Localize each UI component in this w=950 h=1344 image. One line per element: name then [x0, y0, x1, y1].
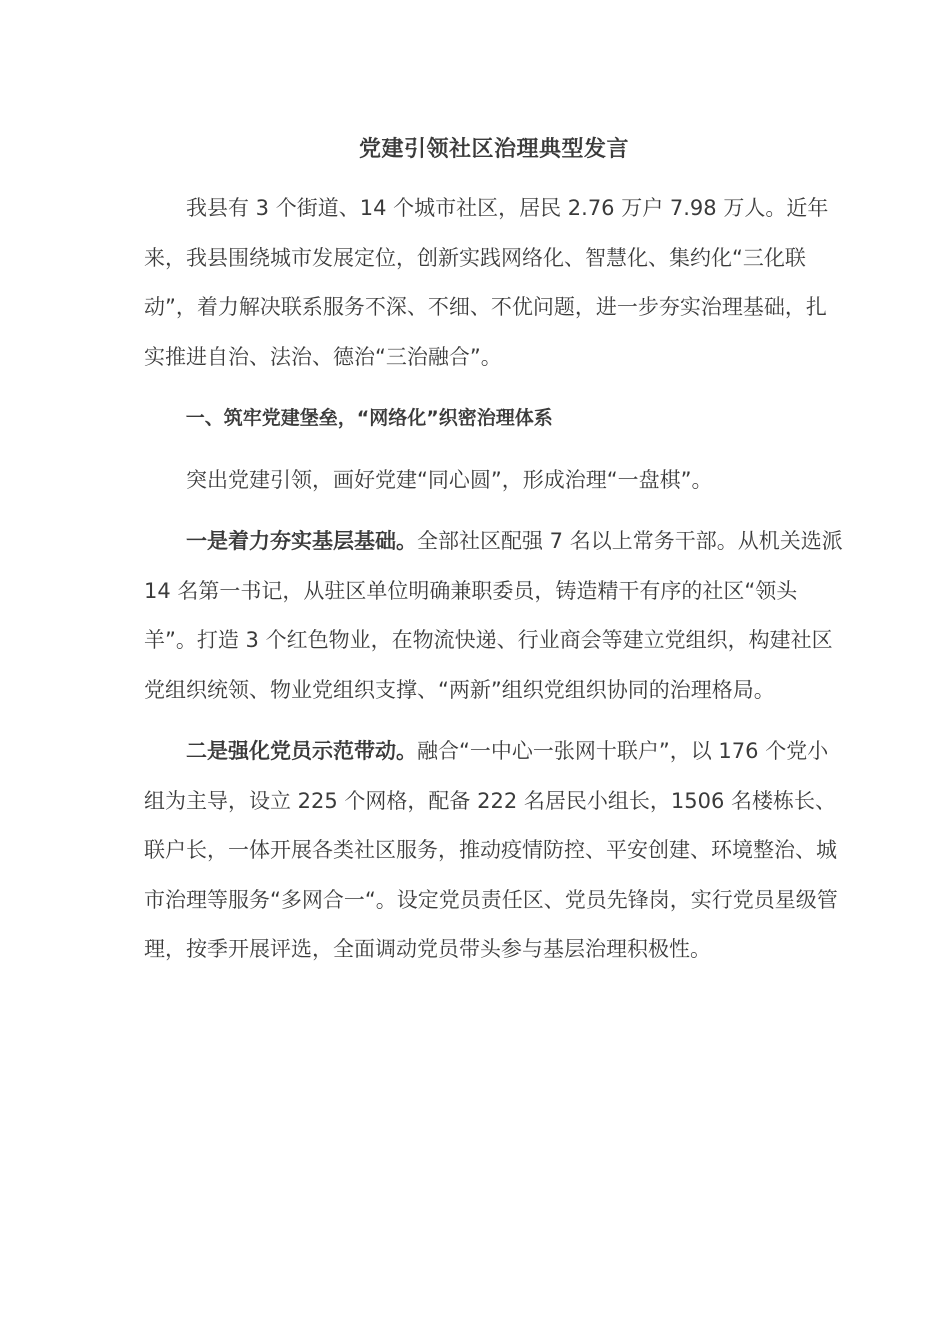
point-one-lead: 一是着力夯实基层基础。: [186, 529, 417, 553]
point-two-paragraph: [144, 727, 844, 975]
document-title: 党建引领社区治理典型发言: [358, 137, 629, 162]
point-one-body: 全部社区配强 7 名以上常务干部。从机关选派 14 名第一书记，从驻区单位明确兼职委员，铸造精干有序的社区“领头羊”。打造 3 个红色物业，在物流快递、行业商会等建立党组织，构建社区党组织统领、物业党组织支撑、“两新”组织党组织协同的治理格局。: [144, 529, 843, 702]
section-summary-paragraph: 突出党建引领，画好党建“同心圆”，形成治理“一盘棋”。: [186, 467, 713, 492]
point-two-body: 融合“一中心一张网十联户”，以 176 个党小组为主导，设立 225 个网格，配备 222 名居民小组长，1506 名楼栋长、联户长，一体开展各类社区服务，推动疫情防控、平安创建、环境整治、城市治理等服务“多网合一“。设定党员责任区、党员先锋岗，实行党员星级管理，按季开展评选，全面调动党员带头参与基层治理积极性。: [144, 739, 838, 961]
section-heading: 一、筑牢党建堡垒，“网络化”织密治理体系: [185, 407, 553, 429]
intro-paragraph: 我县有 3 个街道、14 个城市社区，居民 2.76 万户 7.98 万人。近年来，我县围绕城市发展定位，创新实践网络化、智慧化、集约化“三化联动”，着力解决联系服务不深、不细、不优问题，进一步夯实治理基础，扎实推进自治、法治、德治“三治融合”。: [144, 196, 829, 369]
document-body: [144, 130, 844, 975]
point-one-paragraph: [144, 517, 844, 715]
point-two-lead: 二是强化党员示范带动。: [186, 739, 417, 763]
